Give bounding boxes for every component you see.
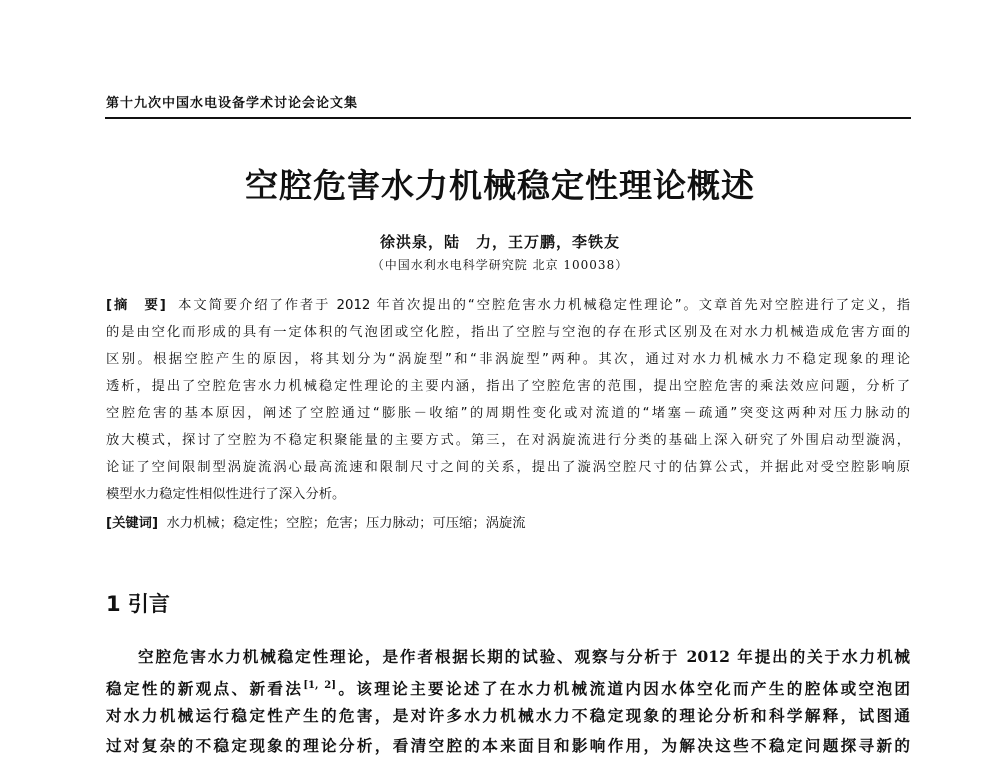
body-line: 空腔危害水力机械稳定性理论，是作者根据长期的试验、观察与分析于 2012 年提出的关于水力机械: [138, 647, 910, 666]
body-line: 对水力机械运行稳定性产生的危害，是对许多水力机械水力不稳定现象的理论分析和科学解释，试图通: [106, 706, 910, 725]
abstract-line: 模型水力稳定性相似性进行了深入分析。: [106, 487, 346, 502]
body-line: [106, 675, 910, 697]
abstract-line: [106, 296, 910, 316]
abstract-line: 空腔危害的基本原因，阐述了空腔通过“膨胀－收缩”的周期性变化或对流道的“堵塞－疏通”突变这两种对压力脉动的: [106, 406, 910, 421]
paper-title: 空腔危害水力机械稳定性理论概述: [245, 166, 755, 205]
body-text: 稳定性的新观点、新看法: [106, 679, 304, 699]
abstract-line: 透析，提出了空腔危害水力机械稳定性理论的主要内涵，指出了空腔危害的范围，提出空腔危害的乘法效应问题，分析了: [106, 379, 910, 394]
keywords-label: [关键词]: [106, 516, 159, 531]
body-line: 过对复杂的不稳定现象的理论分析，看清空腔的本来面目和影响作用，为解决这些不稳定问题探寻新的: [106, 736, 910, 755]
affiliation: （中国水利水电科学研究院 北京 100038）: [371, 258, 629, 272]
keywords-text: 水力机械；稳定性；空腔；危害；压力脉动；可压缩；涡旋流: [166, 516, 526, 531]
abstract-text: 本文简要介绍了作者于 2012 年首次提出的“空腔危害水力机械稳定性理论”。文章首先对空腔进行了定义，指: [178, 298, 910, 313]
abstract-line: 论证了空间限制型涡旋流涡心最高流速和限制尺寸之间的关系，提出了漩涡空腔尺寸的估算公式，并据此对受空腔影响原: [106, 460, 910, 475]
body-text: 。该理论主要论述了在水力机械流道内因水体空化而产生的腔体或空泡团: [336, 679, 910, 699]
header-rule: [105, 117, 911, 119]
citation[interactable]: [1, 2]: [303, 680, 336, 691]
keywords: [106, 512, 910, 531]
abstract-line: 区别。根据空腔产生的原因，将其划分为“涡旋型”和“非涡旋型”两种。其次，通过对水力机械水力不稳定现象的理论: [106, 352, 910, 367]
section-heading: 1 引言: [106, 592, 170, 616]
abstract-line: 放大模式，探讨了空腔为不稳定积聚能量的主要方式。第三，在对涡旋流进行分类的基础上深入研究了外围启动型漩涡，: [106, 433, 910, 448]
authors: 徐洪泉，陆 力，王万鹏，李铁友: [379, 233, 620, 251]
running-header: 第十九次中国水电设备学术讨论会论文集: [106, 96, 359, 111]
abstract-line: 的是由空化而形成的具有一定体积的气泡团或空化腔，指出了空腔与空泡的存在形式区别及在对水力机械造成危害方面的: [106, 325, 910, 340]
abstract-label: [摘 要]: [106, 298, 166, 313]
